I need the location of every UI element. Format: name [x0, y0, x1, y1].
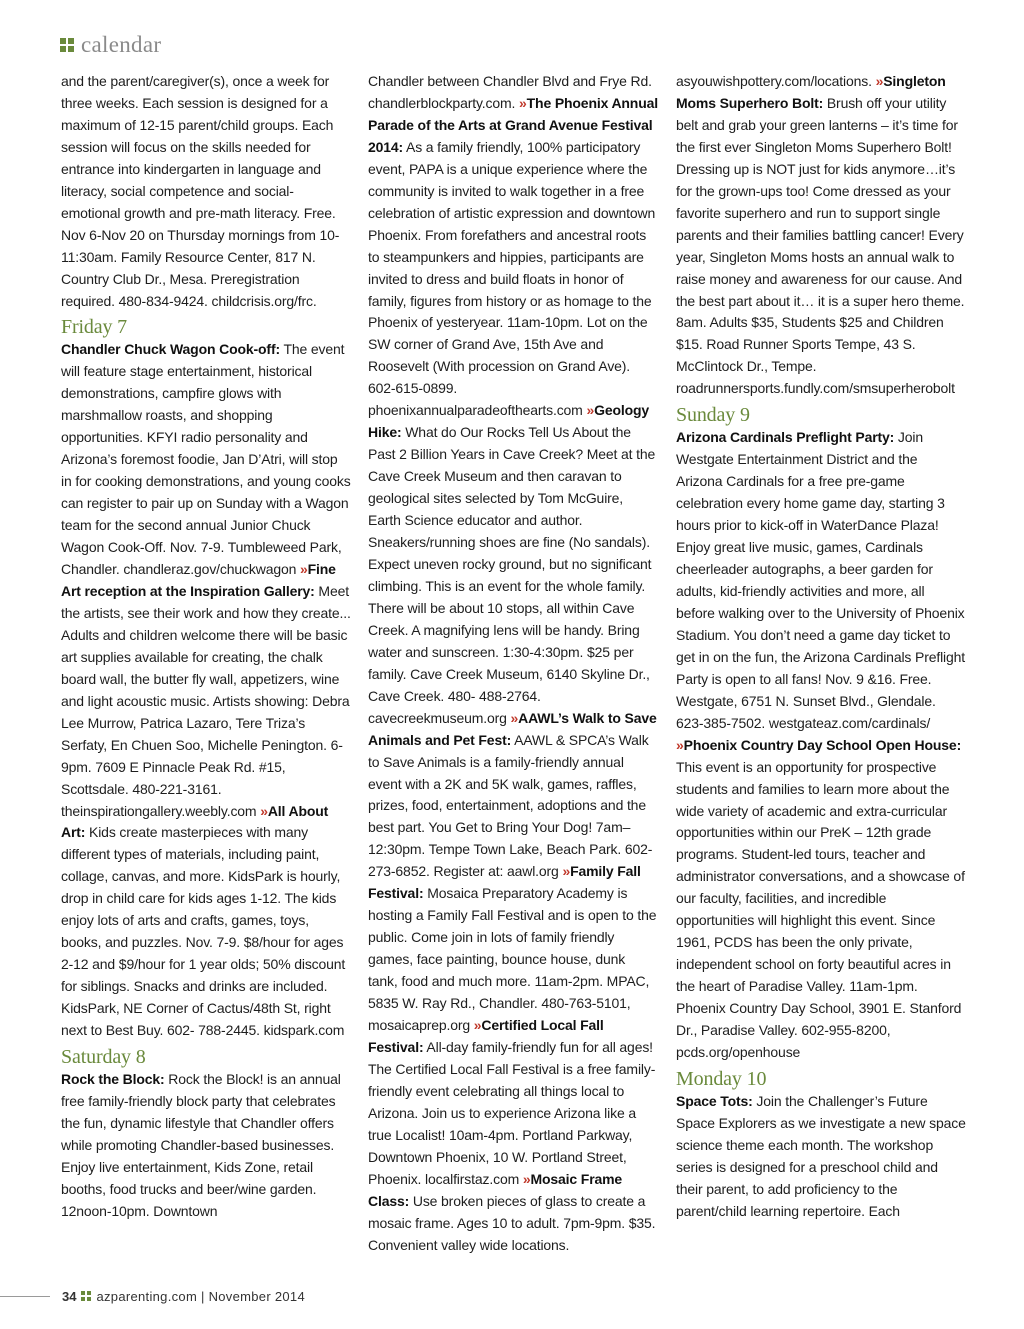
event-text: Rock the Block! is an annual free family-friendly block party that celebrates the fun, dynamic lifestyle that Chandler offers while promoting Chandler-based businesses. Enjoy live entertainment, Kids Zone, retail booths, food trucks and beer/wine garden. 12noon-10pm. Downtown: [61, 1070, 341, 1219]
event-separator-icon: »: [676, 736, 684, 753]
event-text: Join the Challenger’s Future Space Explorers as we investigate a new space science theme each month. The workshop series is designed for a preschool child and their parent, to add proficiency to the parent/child learning repertoire. Each: [676, 1092, 966, 1219]
event-text: AAWL & SPCA’s Walk to Save Animals is a family-friendly annual event with a 2K and 5K walk, games, raffles, prizes, food, entertainment, adoptions and the best part. You Get to Bring Your Dog! 7am–12:30pm. Tempe Town Lake, Beach Park. 602-273-6852. Register at: aawl.org: [368, 731, 653, 880]
event-separator-icon: »: [519, 94, 527, 111]
event-text: The event will feature stage entertainment, historical demonstrations, campfire glows with marshmallow roasts, and shopping opportunities. KFYI radio personality and Arizona’s foremost foodie, Jan D’Atri, will stop in for cooking demonstrations, and young cooks can register to pair up on Sunday with a Wagon team for the second annual Junior Chuck Wagon Cook-Off. Nov. 7-9. Tumbleweed Park, Chandler. chandleraz.gov/chuckwagon: [61, 341, 351, 578]
event-title: AAWL’s Walk to Save Animals and Pet Fest:: [368, 709, 657, 748]
event-text: Chandler between Chandler Blvd and Frye Rd. chandlerblockparty.com.: [368, 73, 652, 111]
day-heading: Monday 10: [676, 1067, 767, 1090]
event-paragraph: [676, 1091, 966, 1223]
event-title: Geology Hike:: [368, 402, 650, 441]
event-text: All-day family-friendly fun for all ages! The Certified Local Fall Festival is a free family-friendly event celebrating all things local to Arizona. Join us to experience Arizona like a true Localist! 10am-4pm. Portland Parkway, Downtown Phoenix, 10 W. Portland Street, Phoenix. localfirstaz.com: [368, 1038, 656, 1187]
event-separator-icon: »: [473, 1016, 482, 1033]
event-paragraph: [61, 71, 351, 312]
event-text: This event is an opportunity for prospective students and families to learn more about the wide variety of academic and extra-curricular opportunities within our PreK – 12th grade programs. Student-led tours, teacher and administrator conversations, and a showcase of our faculty, facilities, and incredible opportunities will highlight this event. Since 1961, PCDS has been the only private, independent school on forty beautiful acres in the heart of Paradise Valley. 11am-1pm. Phoenix Country Day School, 3901 E. Stanford Dr., Paradise Valley. 602-955-8200, pcds.org/openhouse: [676, 758, 965, 1060]
column-1: [61, 71, 351, 1223]
column-3: [676, 71, 966, 1223]
event-text: Join Westgate Entertainment District and the Arizona Cardinals for a free pre-game celebration every home game day, starting 3 hours prior to kick-off in WaterDance Plaza! Enjoy great live music, games, Cardinals cheerleader autographs, a beer garden for adults, kid-friendly activities and more, all before walking over to the University of Phoenix Stadium. You don’t need a game day ticket to get in on the fun, the Arizona Cardinals Preflight Party is open to all fans! Nov. 9 &16. Free. Westgate, 6751 N. Sunset Blvd., Glendale. 623-385-7502. westgateaz.com/cardinals/: [676, 429, 966, 731]
footer-rule: [0, 1296, 50, 1297]
event-text: Meet the artists, see their work and how they create... Adults and children welcome there will be basic art supplies available for creating, the chalk board wall, the butter fly wall, appetizers, wine and light acoustic music. Artists showing: Debra Lee Murrow, Patrica Lazaro, Tere Triza’s Serfaty, En Chuen Soo, Michelle Penington. 6-9pm. 7609 E Pinnacle Peak Rd. #15, Scottsdale. 480-221-3161. theinspirationgallery.weebly.com: [61, 582, 351, 819]
event-text: and the parent/caregiver(s), once a week for three weeks. Each session is designed for a maximum of 12-15 parent/child groups. Each session will focus on the skills needed for entrance into kindergarten in language and literacy, social competence and social-emotional growth and pre-math literacy. Free. Nov 6-Nov 20 on Thursday mornings from 10-11:30am. Family Resource Center, 817 N. Country Club Dr., Mesa. Preregistration required. 480-834-9424. childcrisis.org/frc.: [61, 73, 340, 309]
event-text: Use broken pieces of glass to create a mosaic frame. Ages 10 to adult. 7pm-9pm. $35. Convenient valley wide locations.: [368, 1192, 656, 1253]
section-title: calendar: [81, 32, 162, 57]
grid-dots-icon: [60, 38, 74, 52]
event-title: Singleton Moms Superhero Bolt:: [676, 73, 946, 111]
event-text: As a family friendly, 100% participatory event, PAPA is a unique experience where the community is invited to walk together in a free celebration of artistic expression and downtown Phoenix. From forefathers and ancestral roots to steampunkers and hippies, participants are invited to dress and build floats in honor of family, figures from history or as homage to the Phoenix of yesteryear. 11am-10pm. Lot on the SW corner of Grand Ave, 15th Ave and Roosevelt (With procession on Grand Ave). 602-615-0899. phoenixannualparadeofthearts.com: [368, 138, 656, 419]
event-title: Phoenix Country Day School Open House:: [683, 736, 962, 753]
footer-site: azparenting.com | November 2014: [96, 1288, 305, 1304]
day-heading: Sunday 9: [676, 404, 750, 427]
page-footer: [0, 1284, 1024, 1308]
event-paragraph: [368, 71, 658, 1256]
event-text: asyouwishpottery.com/locations.: [676, 73, 876, 89]
event-paragraph: [61, 1069, 351, 1223]
event-separator-icon: »: [260, 802, 268, 819]
event-title: Mosaic Frame Class:: [368, 1170, 623, 1209]
event-title: Family Fall Festival:: [368, 863, 641, 902]
day-heading: Friday 7: [61, 316, 128, 339]
event-title: The Phoenix Annual Parade of the Arts at Grand Avenue Festival 2014:: [368, 94, 658, 155]
day-heading: Saturday 8: [61, 1045, 146, 1068]
event-title: Certified Local Fall Festival:: [368, 1016, 604, 1055]
event-text: Kids create masterpieces with many different types of materials, including paint, collage, canvas, and more. KidsPark is hourly, drop in child care for kids ages 1-12. The kids enjoy lots of arts and crafts, games, toys, books, and puzzles. Nov. 7-9. $8/hour for ages 2-12 and $9/hour for 1 year olds; 50% discount for siblings. Snacks and drinks are included. KidsPark, NE Corner of Cactus/48th St, right next to Best Buy. 602- 788-2445. kidspark.com: [61, 824, 346, 1039]
event-title: Rock the Block:: [61, 1070, 165, 1087]
event-separator-icon: »: [875, 73, 884, 89]
event-text: What do Our Rocks Tell Us About the Past 2 Billion Years in Cave Creek? Meet at the Cave Creek Museum and then caravan to geological sites selected by Tom McGuire, Earth Science educator and author. Sneakers/running shoes are fine (No sandals). Expect uneven rocky ground, but no significant climbing. This is an event for the whole family. There will be about 10 stops, all within Cave Creek. A magnifying lens will be handy. Bring water and sunscreen. 1:30-4:30pm. $25 per family. Cave Creek Museum, 6140 Skyline Dr., Cave Creek. 480- 488-2764. cavecreekmuseum.org: [368, 424, 656, 726]
page-number: 34: [62, 1288, 77, 1304]
event-title: All About Art:: [61, 802, 329, 841]
event-paragraph: [676, 71, 966, 400]
event-paragraph: [61, 339, 351, 1042]
event-text: Brush off your utility belt and grab your green lanterns – it’s time for the first ever Singleton Moms Superhero Bolt! Dressing up is NOT just for kids anymore…it’s for the grown-ups too! Come dressed as your favorite superhero and run to support single parents and their families battling cancer! Every year, Singleton Moms hosts an annual walk to raise money and awareness for our cause. And the best part about it… it is a super hero theme. 8am. Adults $35, Students $25 and Children $15. Road Runner Sports Tempe, 43 S. McClintock Dr., Tempe. roadrunnersports.fundly.com/smsuperherobolt: [676, 94, 965, 397]
column-2: [368, 71, 658, 1256]
event-separator-icon: »: [510, 709, 519, 726]
event-title: Space Tots:: [676, 1092, 753, 1109]
event-separator-icon: »: [562, 863, 571, 880]
event-paragraph: [676, 427, 966, 1064]
event-title: Arizona Cardinals Preflight Party:: [676, 429, 895, 446]
event-text: Mosaica Preparatory Academy is hosting a Family Fall Festival and is open to the public. Come join in lots of family friendly games, face painting, bounce house, dunk tank, food and much more. 11am-2pm. MPAC, 5835 W. Ray Rd., Chandler. 480-763-5101, mosaicaprep.org: [368, 885, 657, 1033]
grid-dots-icon: [81, 1291, 91, 1301]
event-separator-icon: »: [522, 1170, 531, 1187]
event-title: Fine Art reception at the Inspiration Gallery:: [61, 561, 336, 599]
event-separator-icon: »: [586, 402, 595, 419]
event-title: Chandler Chuck Wagon Cook-off:: [61, 341, 280, 358]
event-separator-icon: »: [299, 561, 308, 578]
page-header: [60, 30, 161, 60]
